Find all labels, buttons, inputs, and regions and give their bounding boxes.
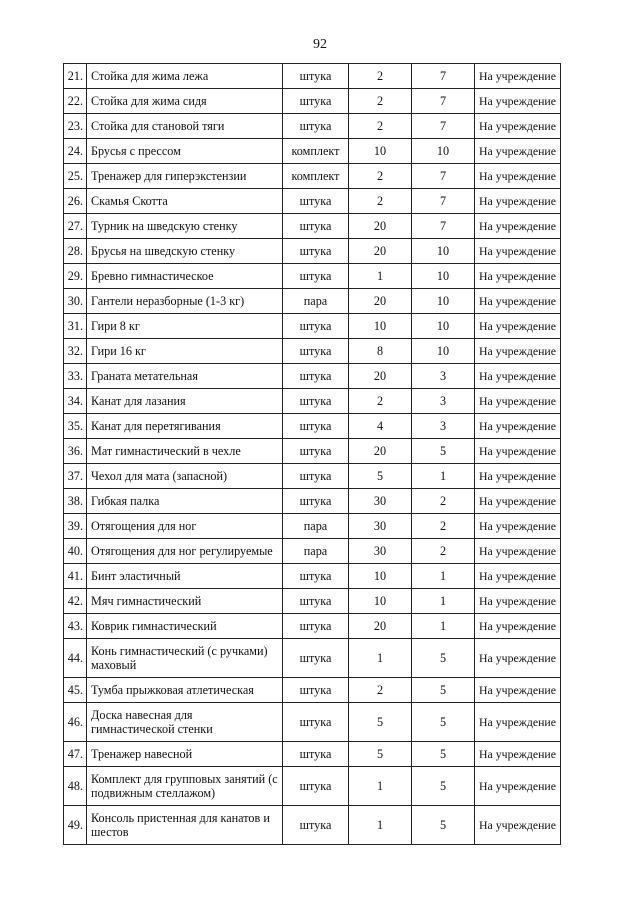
destination-cell: На учреждение (475, 806, 561, 845)
unit-of-measure-cell: штука (283, 564, 349, 589)
destination-cell: На учреждение (475, 164, 561, 189)
quantity-cell: 2 (349, 114, 412, 139)
item-name-cell: Скамья Скотта (87, 189, 283, 214)
row-number-cell: 23. (64, 114, 87, 139)
service-life-cell: 5 (412, 767, 475, 806)
row-number-cell: 37. (64, 464, 87, 489)
row-number-cell: 33. (64, 364, 87, 389)
destination-cell: На учреждение (475, 339, 561, 364)
service-life-cell: 5 (412, 639, 475, 678)
table-row (64, 214, 561, 239)
table-row (64, 114, 561, 139)
item-name-cell: Брусья с прессом (87, 139, 283, 164)
service-life-cell: 5 (412, 439, 475, 464)
item-name-cell: Тренажер навесной (87, 742, 283, 767)
item-name-cell: Стойка для становой тяги (87, 114, 283, 139)
row-number-cell: 49. (64, 806, 87, 845)
item-name-cell: Граната метательная (87, 364, 283, 389)
row-number-cell: 45. (64, 678, 87, 703)
page-number: 92 (313, 37, 327, 52)
destination-cell: На учреждение (475, 189, 561, 214)
quantity-cell: 5 (349, 742, 412, 767)
unit-of-measure-cell: штука (283, 742, 349, 767)
item-name-cell: Канат для лазания (87, 389, 283, 414)
table-row (64, 264, 561, 289)
item-name-cell: Стойка для жима сидя (87, 89, 283, 114)
table-row (64, 489, 561, 514)
destination-cell: На учреждение (475, 564, 561, 589)
destination-cell: На учреждение (475, 214, 561, 239)
row-number-cell: 29. (64, 264, 87, 289)
row-number-cell: 25. (64, 164, 87, 189)
row-number-cell: 43. (64, 614, 87, 639)
quantity-cell: 1 (349, 264, 412, 289)
table-row (64, 289, 561, 314)
row-number-cell: 42. (64, 589, 87, 614)
destination-cell: На учреждение (475, 464, 561, 489)
quantity-cell: 2 (349, 164, 412, 189)
destination-cell: На учреждение (475, 389, 561, 414)
table-row (64, 464, 561, 489)
quantity-cell: 5 (349, 703, 412, 742)
table-row (64, 439, 561, 464)
table-row (64, 589, 561, 614)
quantity-cell: 30 (349, 539, 412, 564)
row-number-cell: 46. (64, 703, 87, 742)
item-name-cell: Коврик гимнастический (87, 614, 283, 639)
unit-of-measure-cell: штука (283, 89, 349, 114)
table-row (64, 64, 561, 89)
destination-cell: На учреждение (475, 414, 561, 439)
row-number-cell: 35. (64, 414, 87, 439)
destination-cell: На учреждение (475, 239, 561, 264)
destination-cell: На учреждение (475, 489, 561, 514)
table-row (64, 414, 561, 439)
table-row (64, 742, 561, 767)
table-row (64, 364, 561, 389)
quantity-cell: 1 (349, 767, 412, 806)
service-life-cell: 10 (412, 289, 475, 314)
table-row (64, 614, 561, 639)
quantity-cell: 10 (349, 314, 412, 339)
unit-of-measure-cell: штука (283, 439, 349, 464)
destination-cell: На учреждение (475, 539, 561, 564)
unit-of-measure-cell: комплект (283, 139, 349, 164)
destination-cell: На учреждение (475, 514, 561, 539)
item-name-cell: Гири 8 кг (87, 314, 283, 339)
service-life-cell: 7 (412, 164, 475, 189)
row-number-cell: 40. (64, 539, 87, 564)
service-life-cell: 10 (412, 264, 475, 289)
unit-of-measure-cell: штука (283, 189, 349, 214)
item-name-cell: Тумба прыжковая атлетическая (87, 678, 283, 703)
quantity-cell: 10 (349, 564, 412, 589)
unit-of-measure-cell: штука (283, 364, 349, 389)
quantity-cell: 30 (349, 514, 412, 539)
quantity-cell: 2 (349, 678, 412, 703)
table-row (64, 164, 561, 189)
table-row (64, 314, 561, 339)
unit-of-measure-cell: штука (283, 414, 349, 439)
unit-of-measure-cell: штука (283, 678, 349, 703)
destination-cell: На учреждение (475, 614, 561, 639)
item-name-cell: Конь гимнастический (с ручками) маховый (87, 639, 283, 678)
row-number-cell: 31. (64, 314, 87, 339)
unit-of-measure-cell: штука (283, 389, 349, 414)
table-row (64, 678, 561, 703)
service-life-cell: 7 (412, 214, 475, 239)
row-number-cell: 27. (64, 214, 87, 239)
unit-of-measure-cell: штука (283, 114, 349, 139)
unit-of-measure-cell: штука (283, 264, 349, 289)
table-row (64, 539, 561, 564)
service-life-cell: 3 (412, 364, 475, 389)
row-number-cell: 44. (64, 639, 87, 678)
row-number-cell: 41. (64, 564, 87, 589)
destination-cell: На учреждение (475, 139, 561, 164)
unit-of-measure-cell: штука (283, 767, 349, 806)
service-life-cell: 7 (412, 89, 475, 114)
row-number-cell: 48. (64, 767, 87, 806)
service-life-cell: 5 (412, 678, 475, 703)
unit-of-measure-cell: штука (283, 639, 349, 678)
item-name-cell: Чехол для мата (запасной) (87, 464, 283, 489)
row-number-cell: 28. (64, 239, 87, 264)
table-row (64, 806, 561, 845)
destination-cell: На учреждение (475, 64, 561, 89)
unit-of-measure-cell: штука (283, 464, 349, 489)
destination-cell: На учреждение (475, 264, 561, 289)
quantity-cell: 30 (349, 489, 412, 514)
destination-cell: На учреждение (475, 767, 561, 806)
item-name-cell: Консоль пристенная для канатов и шестов (87, 806, 283, 845)
destination-cell: На учреждение (475, 589, 561, 614)
service-life-cell: 10 (412, 139, 475, 164)
row-number-cell: 47. (64, 742, 87, 767)
item-name-cell: Турник на шведскую стенку (87, 214, 283, 239)
service-life-cell: 10 (412, 239, 475, 264)
destination-cell: На учреждение (475, 742, 561, 767)
destination-cell: На учреждение (475, 703, 561, 742)
quantity-cell: 1 (349, 639, 412, 678)
unit-of-measure-cell: штука (283, 239, 349, 264)
equipment-table (63, 63, 561, 845)
table-row (64, 639, 561, 678)
item-name-cell: Отягощения для ног регулируемые (87, 539, 283, 564)
table-row (64, 139, 561, 164)
destination-cell: На учреждение (475, 314, 561, 339)
row-number-cell: 26. (64, 189, 87, 214)
quantity-cell: 2 (349, 389, 412, 414)
unit-of-measure-cell: пара (283, 539, 349, 564)
service-life-cell: 7 (412, 114, 475, 139)
row-number-cell: 32. (64, 339, 87, 364)
table-row (64, 89, 561, 114)
quantity-cell: 20 (349, 439, 412, 464)
service-life-cell: 1 (412, 614, 475, 639)
item-name-cell: Комплект для групповых занятий (с подвижным стеллажом) (87, 767, 283, 806)
service-life-cell: 2 (412, 514, 475, 539)
row-number-cell: 38. (64, 489, 87, 514)
service-life-cell: 1 (412, 464, 475, 489)
quantity-cell: 10 (349, 139, 412, 164)
row-number-cell: 24. (64, 139, 87, 164)
service-life-cell: 5 (412, 703, 475, 742)
service-life-cell: 10 (412, 339, 475, 364)
unit-of-measure-cell: пара (283, 514, 349, 539)
service-life-cell: 5 (412, 806, 475, 845)
quantity-cell: 20 (349, 364, 412, 389)
table-row (64, 703, 561, 742)
row-number-cell: 21. (64, 64, 87, 89)
table-row (64, 189, 561, 214)
quantity-cell: 20 (349, 239, 412, 264)
unit-of-measure-cell: штука (283, 589, 349, 614)
service-life-cell: 2 (412, 539, 475, 564)
quantity-cell: 1 (349, 806, 412, 845)
quantity-cell: 8 (349, 339, 412, 364)
item-name-cell: Брусья на шведскую стенку (87, 239, 283, 264)
table-row (64, 339, 561, 364)
table-row (64, 239, 561, 264)
service-life-cell: 3 (412, 414, 475, 439)
unit-of-measure-cell: комплект (283, 164, 349, 189)
service-life-cell: 2 (412, 489, 475, 514)
item-name-cell: Гибкая палка (87, 489, 283, 514)
service-life-cell: 1 (412, 589, 475, 614)
quantity-cell: 4 (349, 414, 412, 439)
table-row (64, 514, 561, 539)
row-number-cell: 39. (64, 514, 87, 539)
service-life-cell: 7 (412, 189, 475, 214)
destination-cell: На учреждение (475, 289, 561, 314)
destination-cell: На учреждение (475, 439, 561, 464)
quantity-cell: 10 (349, 589, 412, 614)
destination-cell: На учреждение (475, 678, 561, 703)
service-life-cell: 7 (412, 64, 475, 89)
unit-of-measure-cell: штука (283, 806, 349, 845)
item-name-cell: Отягощения для ног (87, 514, 283, 539)
item-name-cell: Канат для перетягивания (87, 414, 283, 439)
destination-cell: На учреждение (475, 114, 561, 139)
quantity-cell: 5 (349, 464, 412, 489)
table-row (64, 564, 561, 589)
row-number-cell: 30. (64, 289, 87, 314)
table-row (64, 389, 561, 414)
service-life-cell: 5 (412, 742, 475, 767)
unit-of-measure-cell: штука (283, 614, 349, 639)
unit-of-measure-cell: штука (283, 703, 349, 742)
row-number-cell: 34. (64, 389, 87, 414)
quantity-cell: 20 (349, 289, 412, 314)
quantity-cell: 2 (349, 89, 412, 114)
item-name-cell: Мяч гимнастический (87, 589, 283, 614)
item-name-cell: Бинт эластичный (87, 564, 283, 589)
unit-of-measure-cell: штука (283, 489, 349, 514)
table-row (64, 767, 561, 806)
service-life-cell: 1 (412, 564, 475, 589)
item-name-cell: Бревно гимнастическое (87, 264, 283, 289)
unit-of-measure-cell: штука (283, 214, 349, 239)
row-number-cell: 22. (64, 89, 87, 114)
quantity-cell: 2 (349, 64, 412, 89)
destination-cell: На учреждение (475, 89, 561, 114)
item-name-cell: Доска навесная для гимнастической стенки (87, 703, 283, 742)
table-body (64, 64, 561, 845)
item-name-cell: Стойка для жима лежа (87, 64, 283, 89)
quantity-cell: 20 (349, 214, 412, 239)
quantity-cell: 2 (349, 189, 412, 214)
unit-of-measure-cell: штука (283, 314, 349, 339)
item-name-cell: Гири 16 кг (87, 339, 283, 364)
item-name-cell: Мат гимнастический в чехле (87, 439, 283, 464)
item-name-cell: Тренажер для гиперэкстензии (87, 164, 283, 189)
quantity-cell: 20 (349, 614, 412, 639)
item-name-cell: Гантели неразборные (1-3 кг) (87, 289, 283, 314)
destination-cell: На учреждение (475, 364, 561, 389)
service-life-cell: 3 (412, 389, 475, 414)
row-number-cell: 36. (64, 439, 87, 464)
unit-of-measure-cell: штука (283, 64, 349, 89)
unit-of-measure-cell: штука (283, 339, 349, 364)
service-life-cell: 10 (412, 314, 475, 339)
unit-of-measure-cell: пара (283, 289, 349, 314)
destination-cell: На учреждение (475, 639, 561, 678)
